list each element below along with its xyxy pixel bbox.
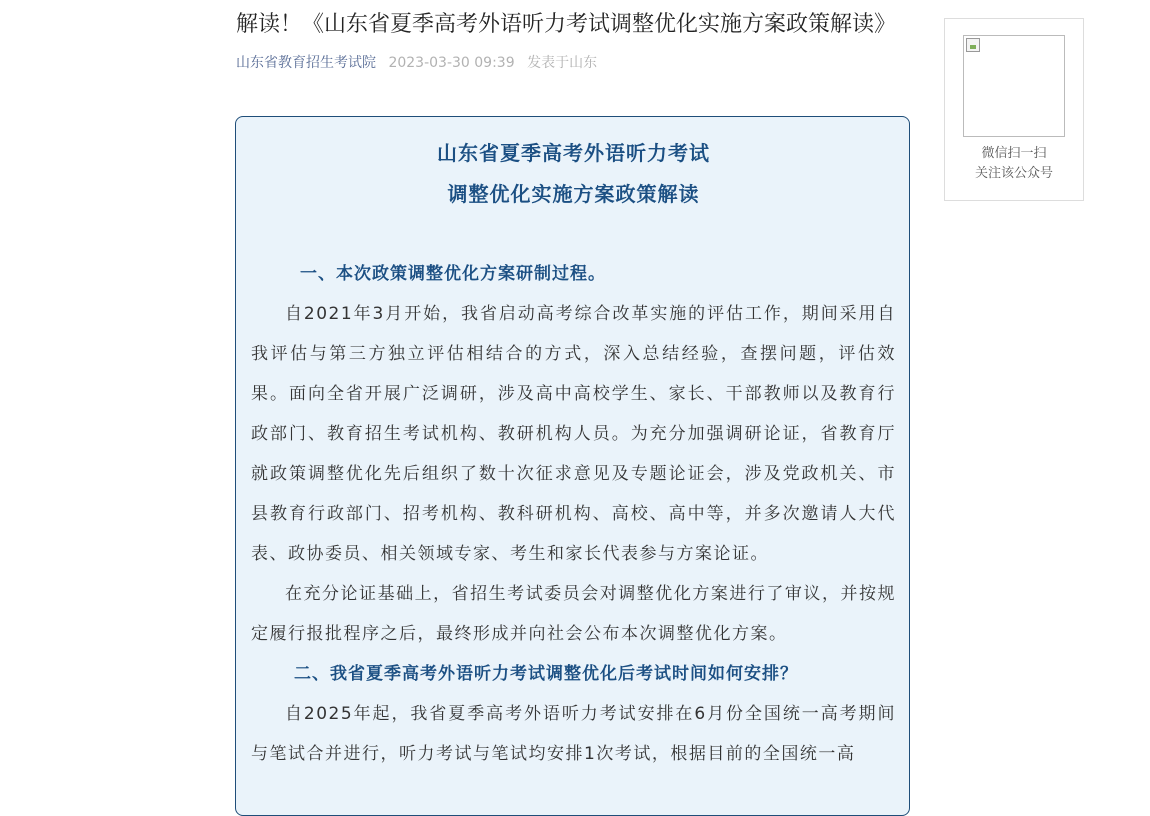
section-1-heading: 一、本次政策调整优化方案研制过程。 — [300, 264, 606, 284]
article-meta — [236, 52, 597, 74]
section-1-paragraph-2: 在充分论证基础上，省招生考试委员会对调整优化方案进行了审议，并按规定履行报批程序之后，最终形成并向社会公布本次调整优化方案。 — [251, 584, 896, 644]
qr-caption-line-1: 微信扫一扫 — [981, 146, 1047, 161]
qr-code-image — [963, 35, 1065, 137]
qr-caption-line-2: 关注该公众号 — [974, 166, 1053, 181]
article-title: 解读！《山东省夏季高考外语听力考试调整优化实施方案政策解读》 — [236, 12, 897, 37]
article-content-box — [235, 116, 910, 816]
content-title-line-1: 山东省夏季高考外语听力考试 — [437, 141, 710, 165]
content-title-line-2: 调整优化实施方案政策解读 — [447, 182, 700, 206]
publish-date: 2023-03-30 09:39 — [388, 55, 515, 71]
broken-image-icon — [966, 38, 980, 52]
qr-code-panel — [944, 18, 1084, 201]
section-2-heading: 二、我省夏季高考外语听力考试调整优化后考试时间如何安排？ — [294, 664, 798, 684]
account-name-link[interactable]: 山东省教育招生考试院 — [236, 55, 376, 71]
publish-location: 发表于山东 — [527, 55, 598, 71]
section-2-paragraph-1: 自2025年起，我省夏季高考外语听力考试安排在6月份全国统一高考期间与笔试合并进行，听力考试与笔试均安排1次考试，根据目前的全国统一高 — [251, 704, 896, 764]
section-1-paragraph-1: 自2021年3月开始，我省启动高考综合改革实施的评估工作，期间采用自我评估与第三方独立评估相结合的方式，深入总结经验，查摆问题，评估效果。面向全省开展广泛调研，涉及高中高校学生、家长、干部教师以及教育行政部门、教育招生考试机构、教研机构人员。为充分加强调研论证，省教育厅就政策调整优化先后组织了数十次征求意见及专题论证会，涉及党政机关、市县教育行政部门、招考机构、教科研机构、高校、高中等，并多次邀请人大代表、政协委员、相关领域专家、考生和家长代表参与方案论证。 — [251, 304, 896, 564]
